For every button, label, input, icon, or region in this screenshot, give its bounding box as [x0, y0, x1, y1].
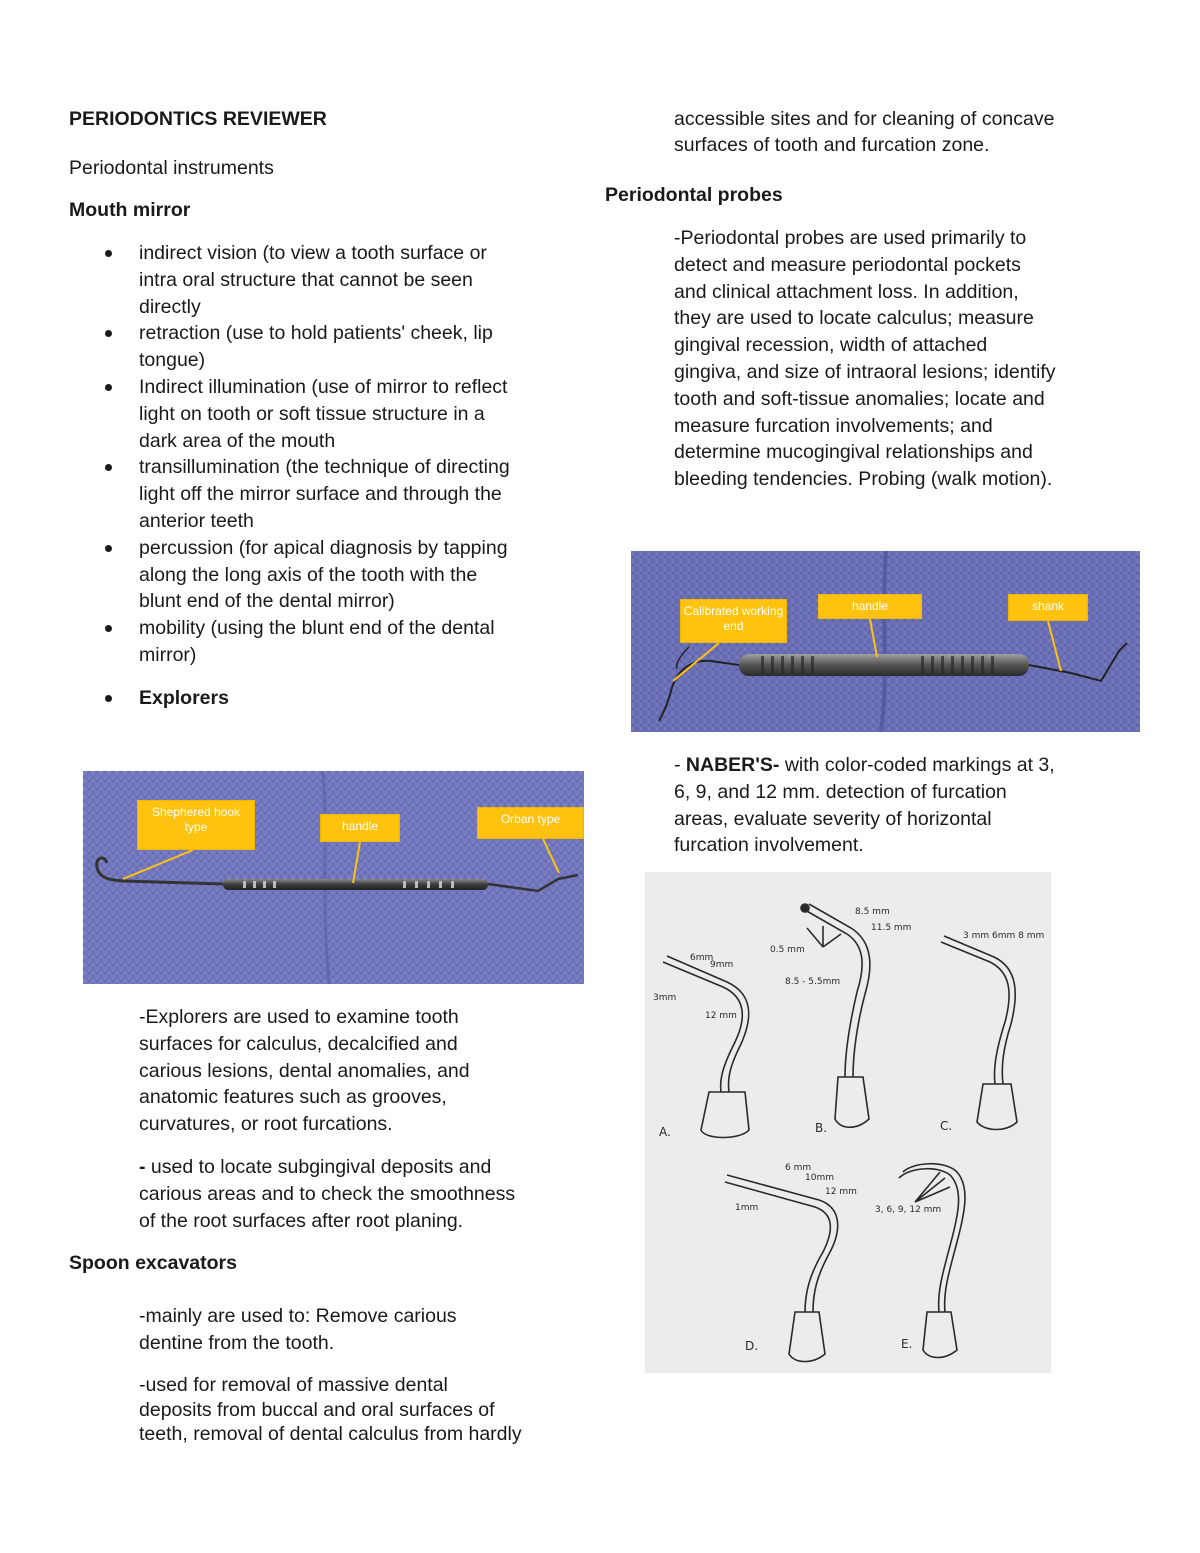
svg-text:12 mm: 12 mm — [705, 1011, 737, 1021]
probe-label-working-end: Calibrated working end — [680, 599, 787, 643]
bullet-icon — [105, 695, 112, 702]
nabers-term: NABER'S- — [685, 754, 780, 776]
probe-sketch — [645, 872, 1051, 1373]
spoon-continued: accessible sites and for cleaning of concave surfaces of tooth and furcation zone. — [674, 108, 1055, 156]
probe-label-shank: shank — [1008, 594, 1088, 621]
list-item: Indirect illumination (use of mirror to reflect light on tooth or soft tissue structure in a dark area of the mouth — [69, 374, 589, 454]
bullet-icon — [105, 250, 112, 257]
list-item — [69, 685, 589, 712]
svg-text:3, 6, 9, 12 mm: 3, 6, 9, 12 mm — [875, 1205, 942, 1215]
explorer-label-handle: handle — [320, 814, 400, 842]
mouth-mirror-list — [69, 240, 589, 712]
explorers-description: -Explorers are used to examine tooth surfaces for calculus, decalcified and carious lesions, dental anomalies, and anatomic features such as grooves, curvatures, or root furcations. — [139, 1006, 470, 1136]
sketch-letter-e: E. — [901, 1337, 913, 1351]
sketch-letter-b: B. — [815, 1121, 828, 1135]
sketch-letter-d: D. — [745, 1339, 759, 1353]
list-item: mobility (using the blunt end of the dental mirror) — [69, 615, 589, 669]
svg-text:9mm: 9mm — [710, 960, 734, 970]
svg-text:11.5 mm: 11.5 mm — [871, 923, 912, 933]
probe-label-handle: handle — [818, 594, 922, 619]
bullet-icon — [105, 330, 112, 337]
bullet-icon — [105, 464, 112, 471]
explorer-label-hook: Shephered hook type — [137, 800, 255, 850]
svg-text:10mm: 10mm — [805, 1173, 834, 1183]
explorers-heading: Explorers — [139, 686, 229, 709]
periodontal-probes-heading: Periodontal probes — [605, 184, 783, 206]
probe-sketch-image — [645, 872, 1051, 1373]
explorer-label-orban: Orban type — [477, 807, 584, 839]
bullet-icon — [105, 384, 112, 391]
spoon-description: -mainly are used to: Remove carious dentine from the tooth. — [139, 1305, 457, 1354]
bullet-icon — [105, 625, 112, 632]
page-title: PERIODONTICS REVIEWER — [69, 108, 327, 130]
svg-text:0.5 mm: 0.5 mm — [770, 945, 805, 955]
svg-text:8.5 - 5.5mm: 8.5 - 5.5mm — [785, 977, 841, 987]
page-subtitle: Periodontal instruments — [69, 157, 274, 179]
svg-text:3 mm 6mm 8 mm: 3 mm 6mm 8 mm — [963, 931, 1045, 941]
sketch-letter-a: A. — [659, 1125, 671, 1139]
list-item: percussion (for apical diagnosis by tapping along the long axis of the tooth with the blunt end of the dental mirror) — [69, 535, 589, 615]
list-item: retraction (use to hold patients' cheek, lip tongue) — [69, 320, 589, 374]
svg-text:12 mm: 12 mm — [825, 1187, 857, 1197]
mouth-mirror-heading: Mouth mirror — [69, 199, 191, 221]
list-item: transillumination (the technique of directing light off the mirror surface and through the anterior teeth — [69, 454, 589, 534]
spoon-excavators-heading: Spoon excavators — [69, 1252, 237, 1274]
svg-text:1mm: 1mm — [735, 1203, 759, 1213]
list-item: indirect vision (to view a tooth surface or intra oral structure that cannot be seen directly — [69, 240, 589, 320]
svg-text:3mm: 3mm — [653, 993, 677, 1003]
svg-text:8.5 mm: 8.5 mm — [855, 907, 890, 917]
svg-text:6 mm: 6 mm — [785, 1163, 812, 1173]
probes-description: -Periodontal probes are used primarily to detect and measure periodontal pockets and clinical attachment loss. In addition, they are used to locate calculus; measure gingival recession, width of attached gingiva, and size of intraoral lesions; identify tooth and soft-tissue anomalies; locate and measure furcation involvements; and determine mucogingival relationships and bleeding tendencies. Probing (walk motion). — [674, 227, 1056, 491]
nabers-description: - NABER'S- with color-coded markings at 3, 6, 9, and 12 mm. detection of furcation areas, evaluate severity of horizontal furcation involvement. — [674, 754, 1055, 857]
bullet-icon — [105, 545, 112, 552]
svg-text:6mm: 6mm — [690, 953, 714, 963]
spoon-usage: -used for removal of massive dental deposits from buccal and oral surfaces of teeth, removal of dental calculus from hardly — [139, 1374, 522, 1445]
explorers-usage: - used to locate subgingival deposits and carious areas and to check the smoothness of the root surfaces after root planing. — [139, 1156, 516, 1232]
explorer-photo — [83, 771, 584, 984]
probe-photo — [631, 551, 1140, 732]
sketch-letter-c: C. — [940, 1119, 953, 1133]
